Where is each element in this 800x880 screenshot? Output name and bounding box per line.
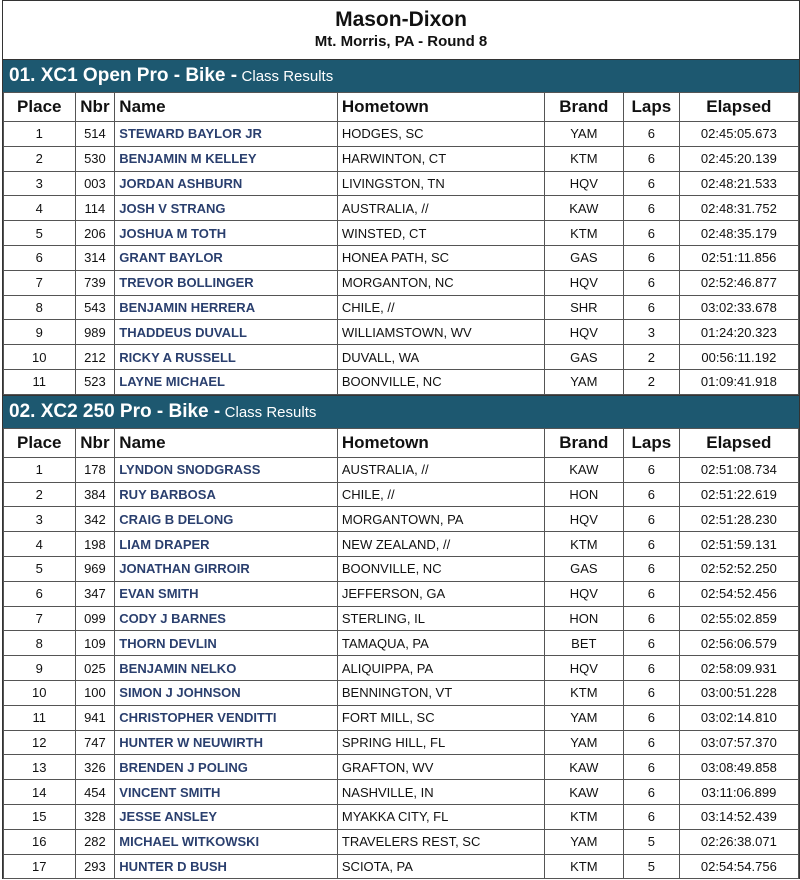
laps-cell: 6 xyxy=(624,245,680,270)
brand-cell: HQV xyxy=(544,507,624,532)
place-cell: 9 xyxy=(4,320,76,345)
place-cell: 12 xyxy=(4,730,76,755)
brand-cell: YAM xyxy=(544,122,624,147)
table-row xyxy=(4,829,799,854)
number-cell: 282 xyxy=(75,829,115,854)
hometown-cell: CHILE, // xyxy=(337,295,544,320)
hometown-cell: STERLING, IL xyxy=(337,606,544,631)
name-cell: JORDAN ASHBURN xyxy=(115,171,338,196)
place-cell: 9 xyxy=(4,656,76,681)
hometown-cell: BENNINGTON, VT xyxy=(337,680,544,705)
elapsed-cell: 01:09:41.918 xyxy=(679,369,798,394)
name-cell: VINCENT SMITH xyxy=(115,780,338,805)
laps-cell: 6 xyxy=(624,606,680,631)
class-header xyxy=(3,395,799,428)
hometown-cell: NASHVILLE, IN xyxy=(337,780,544,805)
hometown-cell: ALIQUIPPA, PA xyxy=(337,656,544,681)
laps-cell: 5 xyxy=(624,829,680,854)
number-cell: 100 xyxy=(75,680,115,705)
place-cell: 15 xyxy=(4,804,76,829)
column-header: Laps xyxy=(624,428,680,457)
name-cell: BENJAMIN HERRERA xyxy=(115,295,338,320)
hometown-cell: HODGES, SC xyxy=(337,122,544,147)
brand-cell: KTM xyxy=(544,532,624,557)
column-header-row xyxy=(4,93,799,122)
name-cell: LIAM DRAPER xyxy=(115,532,338,557)
column-header: Place xyxy=(4,428,76,457)
number-cell: 328 xyxy=(75,804,115,829)
elapsed-cell: 02:52:46.877 xyxy=(679,270,798,295)
name-cell: JESSE ANSLEY xyxy=(115,804,338,829)
class-results-list xyxy=(3,59,799,879)
brand-cell: YAM xyxy=(544,829,624,854)
elapsed-cell: 02:51:22.619 xyxy=(679,482,798,507)
table-row xyxy=(4,581,799,606)
name-cell: LAYNE MICHAEL xyxy=(115,369,338,394)
place-cell: 5 xyxy=(4,556,76,581)
class-header xyxy=(3,59,799,92)
hometown-cell: HARWINTON, CT xyxy=(337,146,544,171)
hometown-cell: TAMAQUA, PA xyxy=(337,631,544,656)
place-cell: 17 xyxy=(4,854,76,879)
place-cell: 7 xyxy=(4,270,76,295)
table-row xyxy=(4,196,799,221)
brand-cell: KAW xyxy=(544,196,624,221)
name-cell: GRANT BAYLOR xyxy=(115,245,338,270)
laps-cell: 6 xyxy=(624,507,680,532)
hometown-cell: NEW ZEALAND, // xyxy=(337,532,544,557)
name-cell: EVAN SMITH xyxy=(115,581,338,606)
column-header: Nbr xyxy=(75,428,115,457)
hometown-cell: TRAVELERS REST, SC xyxy=(337,829,544,854)
hometown-cell: DUVALL, WA xyxy=(337,345,544,370)
name-cell: RUY BARBOSA xyxy=(115,482,338,507)
table-row xyxy=(4,345,799,370)
brand-cell: HON xyxy=(544,606,624,631)
column-header: Place xyxy=(4,93,76,122)
number-cell: 347 xyxy=(75,581,115,606)
elapsed-cell: 03:00:51.228 xyxy=(679,680,798,705)
results-page xyxy=(2,0,800,879)
name-cell: CRAIG B DELONG xyxy=(115,507,338,532)
place-cell: 14 xyxy=(4,780,76,805)
brand-cell: KTM xyxy=(544,146,624,171)
number-cell: 326 xyxy=(75,755,115,780)
table-row xyxy=(4,854,799,879)
elapsed-cell: 02:56:06.579 xyxy=(679,631,798,656)
table-row xyxy=(4,631,799,656)
table-row xyxy=(4,705,799,730)
table-row xyxy=(4,730,799,755)
elapsed-cell: 02:45:20.139 xyxy=(679,146,798,171)
brand-cell: HQV xyxy=(544,171,624,196)
elapsed-cell: 02:51:11.856 xyxy=(679,245,798,270)
laps-cell: 6 xyxy=(624,804,680,829)
hometown-cell: FORT MILL, SC xyxy=(337,705,544,730)
name-cell: BENJAMIN NELKO xyxy=(115,656,338,681)
number-cell: 989 xyxy=(75,320,115,345)
table-row xyxy=(4,755,799,780)
elapsed-cell: 02:26:38.071 xyxy=(679,829,798,854)
laps-cell: 2 xyxy=(624,369,680,394)
number-cell: 314 xyxy=(75,245,115,270)
number-cell: 530 xyxy=(75,146,115,171)
elapsed-cell: 03:02:14.810 xyxy=(679,705,798,730)
column-header: Hometown xyxy=(337,93,544,122)
place-cell: 8 xyxy=(4,295,76,320)
brand-cell: KTM xyxy=(544,804,624,829)
brand-cell: GAS xyxy=(544,345,624,370)
brand-cell: KAW xyxy=(544,755,624,780)
laps-cell: 6 xyxy=(624,221,680,246)
place-cell: 6 xyxy=(4,581,76,606)
name-cell: BRENDEN J POLING xyxy=(115,755,338,780)
place-cell: 1 xyxy=(4,457,76,482)
class-name: 02. XC2 250 Pro - Bike - xyxy=(9,400,221,422)
column-header: Name xyxy=(115,428,338,457)
laps-cell: 6 xyxy=(624,730,680,755)
class-name: 01. XC1 Open Pro - Bike - xyxy=(9,65,238,86)
table-row xyxy=(4,532,799,557)
hometown-cell: CHILE, // xyxy=(337,482,544,507)
column-header-row xyxy=(4,428,799,457)
event-header xyxy=(3,0,799,59)
laps-cell: 6 xyxy=(624,482,680,507)
name-cell: RICKY A RUSSELL xyxy=(115,345,338,370)
laps-cell: 6 xyxy=(624,270,680,295)
place-cell: 8 xyxy=(4,631,76,656)
column-header: Hometown xyxy=(337,428,544,457)
event-subtitle: Mt. Morris, PA - Round 8 xyxy=(314,33,488,50)
column-header: Brand xyxy=(544,428,624,457)
table-row xyxy=(4,270,799,295)
place-cell: 2 xyxy=(4,146,76,171)
elapsed-cell: 02:51:59.131 xyxy=(679,532,798,557)
column-header: Nbr xyxy=(75,93,115,122)
brand-cell: HQV xyxy=(544,270,624,295)
place-cell: 11 xyxy=(4,369,76,394)
number-cell: 342 xyxy=(75,507,115,532)
table-row xyxy=(4,780,799,805)
table-row xyxy=(4,680,799,705)
hometown-cell: MYAKKA CITY, FL xyxy=(337,804,544,829)
hometown-cell: JEFFERSON, GA xyxy=(337,581,544,606)
column-header: Elapsed xyxy=(679,428,798,457)
number-cell: 941 xyxy=(75,705,115,730)
laps-cell: 6 xyxy=(624,532,680,557)
laps-cell: 6 xyxy=(624,755,680,780)
results-table xyxy=(3,428,799,880)
place-cell: 16 xyxy=(4,829,76,854)
table-row xyxy=(4,221,799,246)
number-cell: 114 xyxy=(75,196,115,221)
number-cell: 178 xyxy=(75,457,115,482)
elapsed-cell: 02:58:09.931 xyxy=(679,656,798,681)
hometown-cell: BOONVILLE, NC xyxy=(337,556,544,581)
number-cell: 212 xyxy=(75,345,115,370)
elapsed-cell: 02:45:05.673 xyxy=(679,122,798,147)
laps-cell: 6 xyxy=(624,680,680,705)
hometown-cell: HONEA PATH, SC xyxy=(337,245,544,270)
laps-cell: 6 xyxy=(624,656,680,681)
number-cell: 543 xyxy=(75,295,115,320)
brand-cell: HON xyxy=(544,482,624,507)
name-cell: CODY J BARNES xyxy=(115,606,338,631)
number-cell: 523 xyxy=(75,369,115,394)
hometown-cell: MORGANTOWN, PA xyxy=(337,507,544,532)
brand-cell: HQV xyxy=(544,581,624,606)
laps-cell: 2 xyxy=(624,345,680,370)
number-cell: 003 xyxy=(75,171,115,196)
hometown-cell: MORGANTON, NC xyxy=(337,270,544,295)
place-cell: 1 xyxy=(4,122,76,147)
brand-cell: KAW xyxy=(544,457,624,482)
table-row xyxy=(4,369,799,394)
elapsed-cell: 02:48:21.533 xyxy=(679,171,798,196)
hometown-cell: SPRING HILL, FL xyxy=(337,730,544,755)
elapsed-cell: 02:55:02.859 xyxy=(679,606,798,631)
elapsed-cell: 02:48:35.179 xyxy=(679,221,798,246)
place-cell: 4 xyxy=(4,532,76,557)
results-table xyxy=(3,92,799,395)
place-cell: 3 xyxy=(4,507,76,532)
table-row xyxy=(4,146,799,171)
column-header: Name xyxy=(115,93,338,122)
table-row xyxy=(4,606,799,631)
brand-cell: KTM xyxy=(544,680,624,705)
laps-cell: 6 xyxy=(624,146,680,171)
number-cell: 206 xyxy=(75,221,115,246)
elapsed-cell: 03:14:52.439 xyxy=(679,804,798,829)
table-row xyxy=(4,556,799,581)
place-cell: 7 xyxy=(4,606,76,631)
name-cell: JOSH V STRANG xyxy=(115,196,338,221)
table-row xyxy=(4,320,799,345)
place-cell: 3 xyxy=(4,171,76,196)
laps-cell: 6 xyxy=(624,295,680,320)
table-row xyxy=(4,482,799,507)
name-cell: THADDEUS DUVALL xyxy=(115,320,338,345)
hometown-cell: AUSTRALIA, // xyxy=(337,457,544,482)
laps-cell: 3 xyxy=(624,320,680,345)
brand-cell: YAM xyxy=(544,705,624,730)
laps-cell: 6 xyxy=(624,171,680,196)
laps-cell: 6 xyxy=(624,581,680,606)
place-cell: 6 xyxy=(4,245,76,270)
elapsed-cell: 00:56:11.192 xyxy=(679,345,798,370)
place-cell: 2 xyxy=(4,482,76,507)
elapsed-cell: 03:07:57.370 xyxy=(679,730,798,755)
laps-cell: 6 xyxy=(624,122,680,147)
class-results-label: Class Results xyxy=(224,403,317,421)
elapsed-cell: 03:08:49.858 xyxy=(679,755,798,780)
name-cell: BENJAMIN M KELLEY xyxy=(115,146,338,171)
name-cell: HUNTER D BUSH xyxy=(115,854,338,879)
table-row xyxy=(4,122,799,147)
place-cell: 10 xyxy=(4,680,76,705)
place-cell: 13 xyxy=(4,755,76,780)
number-cell: 384 xyxy=(75,482,115,507)
hometown-cell: WILLIAMSTOWN, WV xyxy=(337,320,544,345)
place-cell: 10 xyxy=(4,345,76,370)
number-cell: 747 xyxy=(75,730,115,755)
elapsed-cell: 03:11:06.899 xyxy=(679,780,798,805)
name-cell: LYNDON SNODGRASS xyxy=(115,457,338,482)
laps-cell: 6 xyxy=(624,780,680,805)
number-cell: 969 xyxy=(75,556,115,581)
table-row xyxy=(4,457,799,482)
table-row xyxy=(4,245,799,270)
column-header: Laps xyxy=(624,93,680,122)
brand-cell: KAW xyxy=(544,780,624,805)
number-cell: 514 xyxy=(75,122,115,147)
name-cell: TREVOR BOLLINGER xyxy=(115,270,338,295)
name-cell: STEWARD BAYLOR JR xyxy=(115,122,338,147)
number-cell: 198 xyxy=(75,532,115,557)
elapsed-cell: 02:48:31.752 xyxy=(679,196,798,221)
brand-cell: SHR xyxy=(544,295,624,320)
table-row xyxy=(4,295,799,320)
laps-cell: 6 xyxy=(624,631,680,656)
hometown-cell: WINSTED, CT xyxy=(337,221,544,246)
name-cell: JONATHAN GIRROIR xyxy=(115,556,338,581)
hometown-cell: AUSTRALIA, // xyxy=(337,196,544,221)
place-cell: 5 xyxy=(4,221,76,246)
name-cell: CHRISTOPHER VENDITTI xyxy=(115,705,338,730)
elapsed-cell: 01:24:20.323 xyxy=(679,320,798,345)
brand-cell: YAM xyxy=(544,730,624,755)
column-header: Elapsed xyxy=(679,93,798,122)
elapsed-cell: 02:51:28.230 xyxy=(679,507,798,532)
brand-cell: KTM xyxy=(544,854,624,879)
brand-cell: HQV xyxy=(544,320,624,345)
elapsed-cell: 03:02:33.678 xyxy=(679,295,798,320)
number-cell: 293 xyxy=(75,854,115,879)
name-cell: THORN DEVLIN xyxy=(115,631,338,656)
number-cell: 025 xyxy=(75,656,115,681)
brand-cell: HQV xyxy=(544,656,624,681)
laps-cell: 5 xyxy=(624,854,680,879)
number-cell: 109 xyxy=(75,631,115,656)
number-cell: 099 xyxy=(75,606,115,631)
table-row xyxy=(4,171,799,196)
table-row xyxy=(4,507,799,532)
laps-cell: 6 xyxy=(624,705,680,730)
laps-cell: 6 xyxy=(624,457,680,482)
brand-cell: YAM xyxy=(544,369,624,394)
hometown-cell: GRAFTON, WV xyxy=(337,755,544,780)
name-cell: JOSHUA M TOTH xyxy=(115,221,338,246)
brand-cell: GAS xyxy=(544,245,624,270)
laps-cell: 6 xyxy=(624,196,680,221)
elapsed-cell: 02:51:08.734 xyxy=(679,457,798,482)
event-title: Mason-Dixon xyxy=(335,8,467,31)
elapsed-cell: 02:54:52.456 xyxy=(679,581,798,606)
table-row xyxy=(4,804,799,829)
name-cell: HUNTER W NEUWIRTH xyxy=(115,730,338,755)
place-cell: 11 xyxy=(4,705,76,730)
brand-cell: GAS xyxy=(544,556,624,581)
brand-cell: BET xyxy=(544,631,624,656)
name-cell: MICHAEL WITKOWSKI xyxy=(115,829,338,854)
hometown-cell: BOONVILLE, NC xyxy=(337,369,544,394)
class-results-label: Class Results xyxy=(241,68,334,85)
name-cell: SIMON J JOHNSON xyxy=(115,680,338,705)
column-header: Brand xyxy=(544,93,624,122)
hometown-cell: SCIOTA, PA xyxy=(337,854,544,879)
brand-cell: KTM xyxy=(544,221,624,246)
number-cell: 454 xyxy=(75,780,115,805)
place-cell: 4 xyxy=(4,196,76,221)
hometown-cell: LIVINGSTON, TN xyxy=(337,171,544,196)
elapsed-cell: 02:52:52.250 xyxy=(679,556,798,581)
elapsed-cell: 02:54:54.756 xyxy=(679,854,798,879)
number-cell: 739 xyxy=(75,270,115,295)
laps-cell: 6 xyxy=(624,556,680,581)
table-row xyxy=(4,656,799,681)
